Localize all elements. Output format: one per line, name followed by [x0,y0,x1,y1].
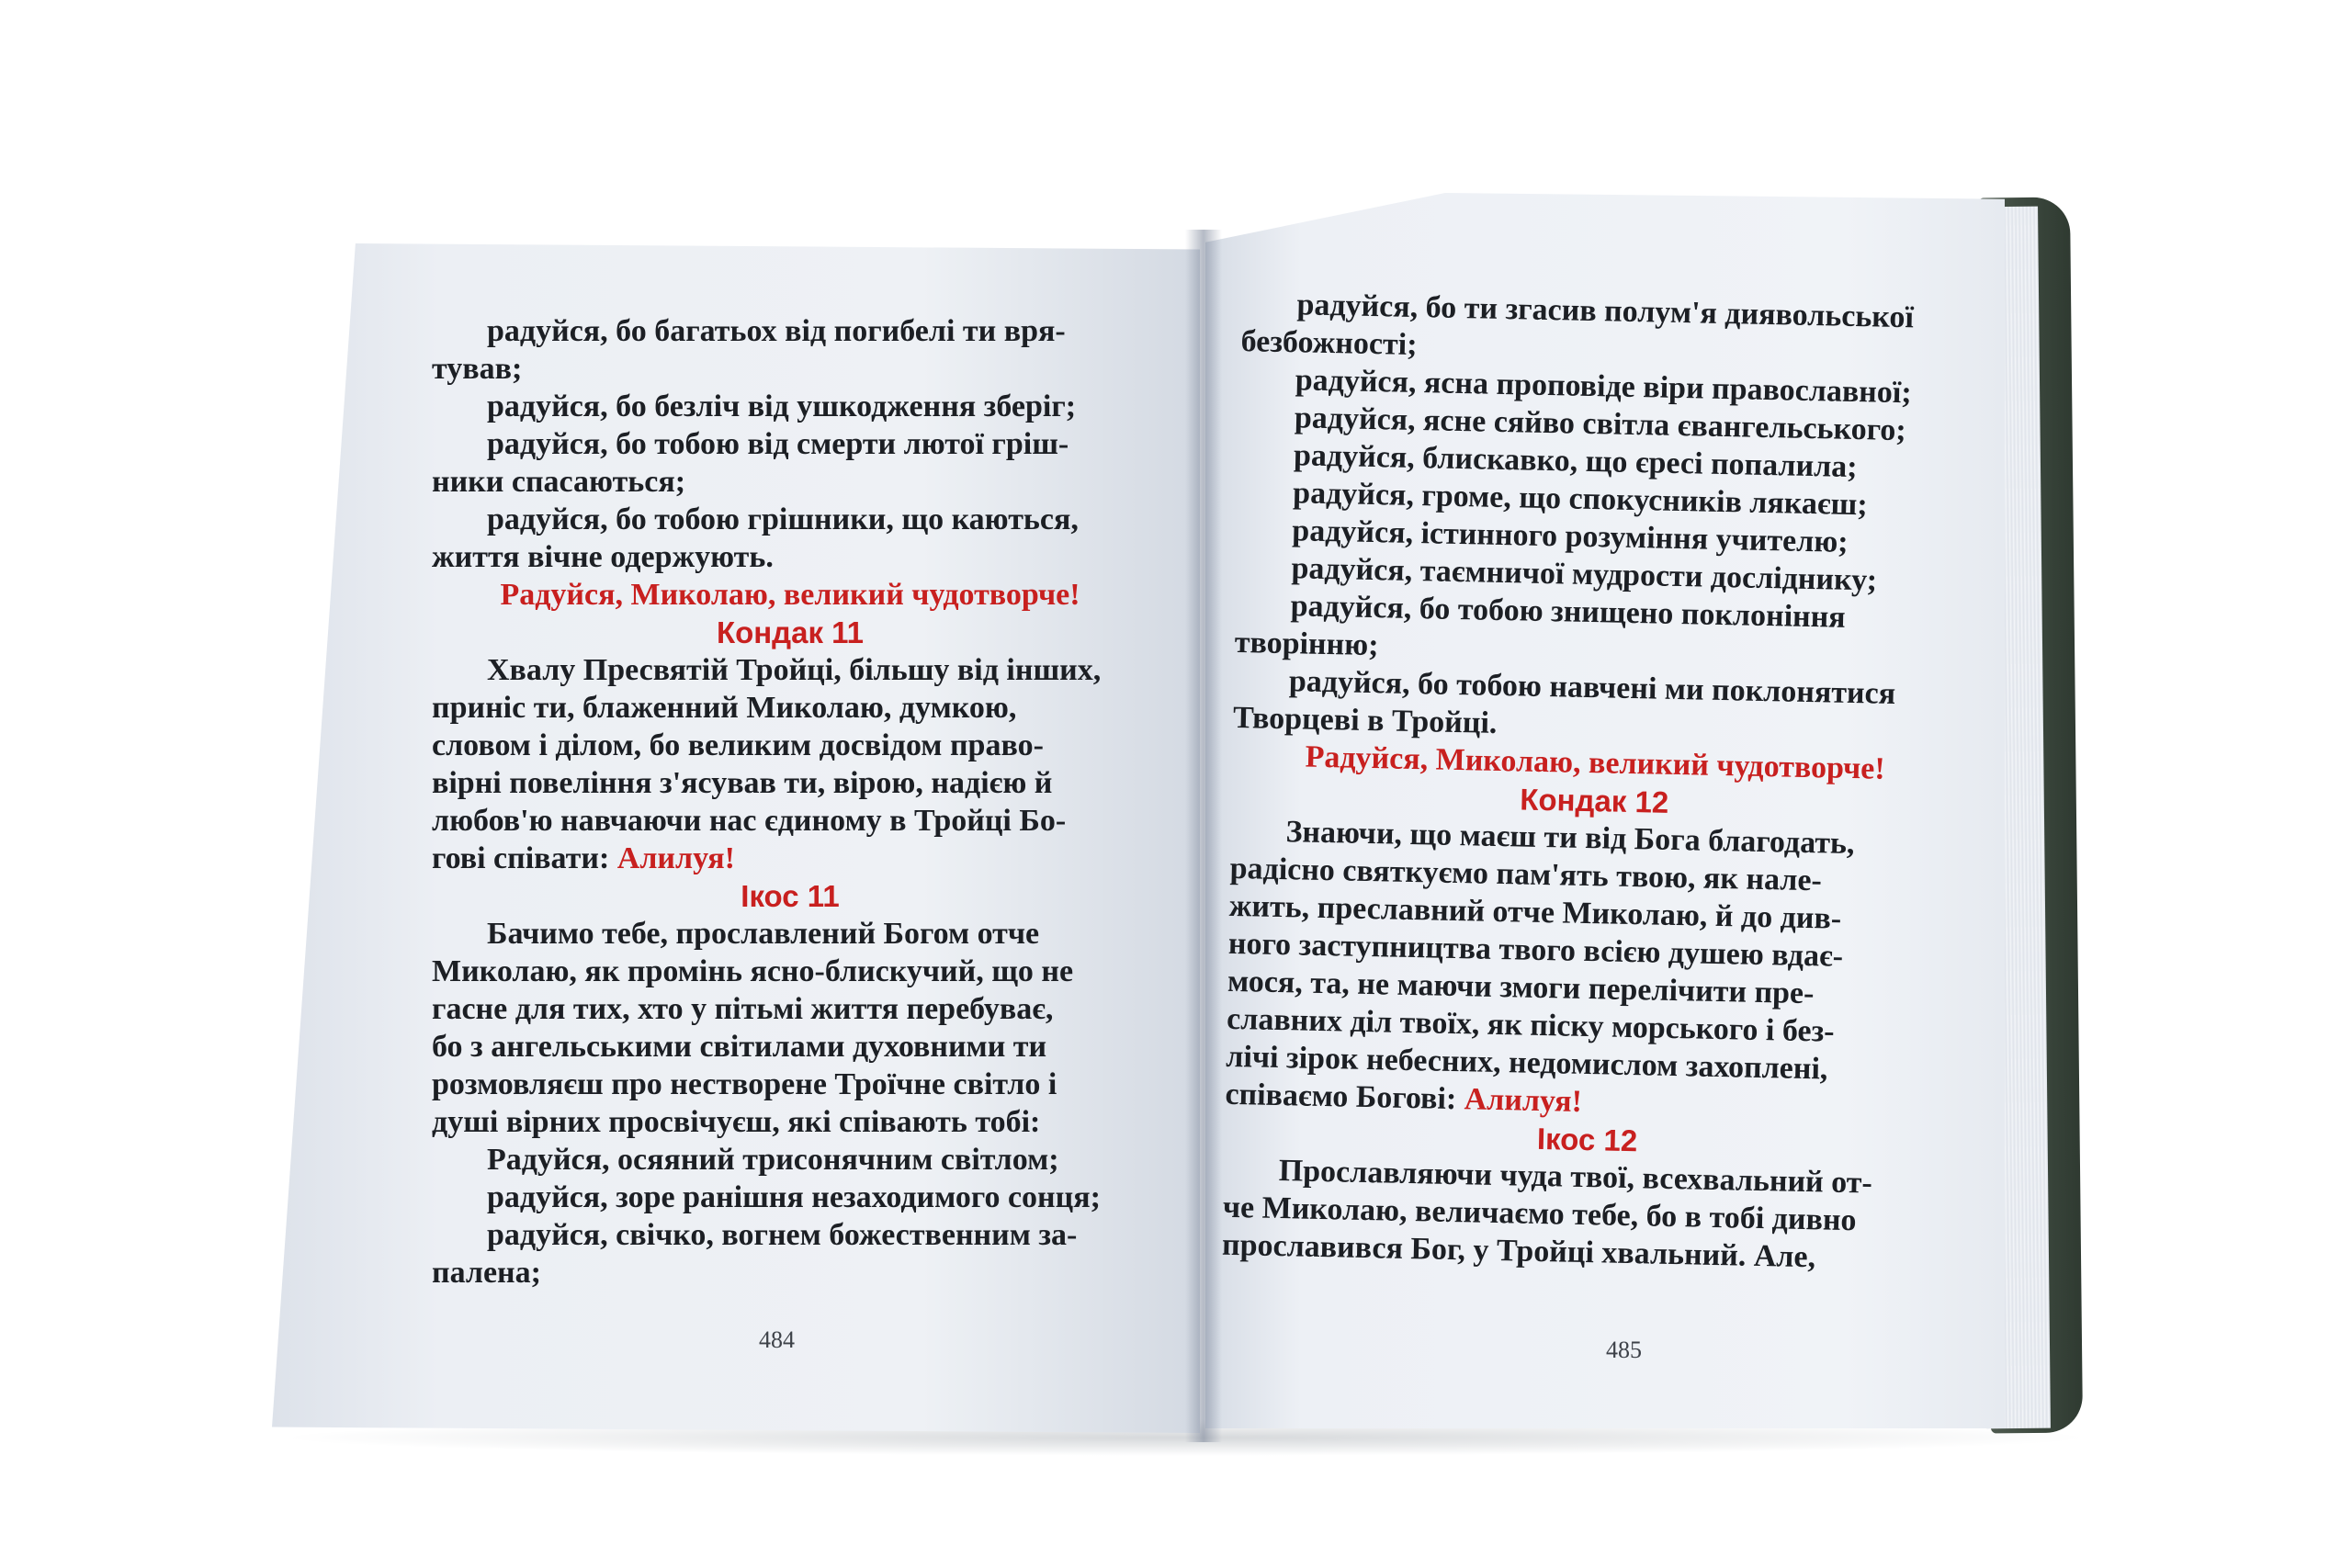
line-text: Прославляючи чуда твої, всехвальний от- [1278,1154,1873,1201]
line-text: палена; [432,1256,541,1290]
left-page-line [432,1141,1148,1179]
line-text: приніс ти, блаженний Миколаю, думкою, [432,691,1017,725]
line-text: Ікос 12 [1536,1121,1638,1158]
alleluia-text: Алилуя! [1464,1082,1583,1119]
line-text: творінню; [1234,625,1379,663]
line-text: радуйся, бо багатьох від погибелі ти вря- [487,314,1066,348]
line-text: Ікос 11 [741,879,840,913]
right-page-text [1222,285,1968,1279]
line-text: радуйся, ясна проповіде віри православної; [1295,363,1913,411]
left-page-number: 484 [759,1326,795,1353]
line-text: Хвалу Пресвятій Тройці, більшу від інших, [487,653,1102,687]
left-page-line [432,1066,1148,1103]
line-text: лічі зірок небесних, недомислом захоплені, [1226,1039,1828,1087]
line-text: Бачимо тебе, прославлений Богом отче [487,917,1040,951]
line-text: вірні повеління з'ясував ти, вірою, надією й [432,766,1053,800]
left-page-line [432,877,1148,915]
line-text: радуйся, бо безліч від ушкодження зберіг; [487,389,1077,423]
left-page-line [432,425,1148,463]
left-page-text [432,312,1148,1292]
left-page-line [432,576,1148,614]
line-text: Радуйся, осяяний трисонячним світлом; [487,1143,1059,1177]
line-text: радуйся, зоре ранішня незаходимого сонця; [487,1180,1101,1214]
line-text: радуйся, бо тобою грішники, що каються, [487,502,1079,536]
line-text: радісно святкуємо пам'ять твою, як нале- [1229,851,1823,898]
line-text: бо з ангельськими світилами духовними ти [432,1030,1047,1064]
left-page-line [432,1216,1148,1254]
left-page-line [432,1179,1148,1216]
left-page-line [432,350,1148,388]
line-text: ного заступництва твого всією душею вдає- [1227,926,1844,974]
left-page-line [432,1254,1148,1292]
left-page-line [432,463,1148,501]
line-text: радуйся, бо ти згасив полум'я диявольської [1296,288,1915,335]
line-text: Радуйся, Миколаю, великий чудотворче! [1305,739,1886,786]
line-text: словом і ділом, бо великим досвідом право- [432,728,1044,762]
line-text: радуйся, громе, що спокусників лякаєш; [1292,476,1869,523]
left-page-line [432,1028,1148,1066]
left-page-line [432,802,1148,840]
line-text: радуйся, бо тобою знищено поклоніння [1290,589,1847,635]
line-text: радуйся, ясне сяйво світла євангельського; [1294,400,1907,448]
left-page-line [432,614,1148,651]
line-text: че Миколаю, величаємо тебе, бо в тобі дивно [1222,1190,1857,1238]
line-text: Знаючи, що маєш ти від Бога благодать, [1285,815,1855,862]
line-text: радуйся, бо тобою від смерти лютої гріш- [487,427,1069,461]
left-page-line [432,840,1148,877]
left-page-line [432,651,1148,689]
line-text: гасне для тих, хто у пітьмі життя перебуває, [432,992,1054,1026]
left-page-line [432,1103,1148,1141]
right-page-number: 485 [1606,1337,1642,1363]
book-spine-gutter [1185,230,1222,1442]
left-page-line [432,501,1148,538]
line-text: радуйся, блискавко, що єресі попалила; [1293,438,1858,485]
line-text: безбожності; [1240,323,1418,362]
line-text: тував; [432,352,523,386]
line-text: прославився Бог, у Тройці хвальний. Але, [1221,1227,1816,1275]
line-text: радуйся, істинного розуміння учителю; [1292,513,1849,559]
line-text: мося, та, не маючи змоги перелічити пре- [1227,964,1815,1011]
line-text: Кондак 11 [716,615,865,649]
left-page-line [432,764,1148,802]
line-text: радуйся, свічко, вогнем божественним за- [487,1218,1078,1252]
left-page-line [432,388,1148,425]
line-text: співаємо Богові: [1225,1077,1457,1117]
line-text: ники спасаються; [432,465,686,499]
line-text: радуйся, бо тобою навчені ми поклонятися [1288,664,1896,711]
left-page-line [432,312,1148,350]
line-text: розмовляєш про нестворене Троїчне світло і [432,1067,1057,1101]
line-text: Кондак 12 [1519,782,1669,819]
left-page-line [432,538,1148,576]
line-text: славних діл твоїх, як піску морського і без- [1226,1001,1835,1049]
line-text: душі вірних просвічуєш, які співають тобі: [432,1105,1041,1139]
alleluia-text: Алилуя! [616,841,735,875]
left-page-line [432,689,1148,727]
line-text: Миколаю, як промінь ясно-блискучий, що не [432,954,1074,988]
line-text: гові співати: [432,841,610,875]
line-text: Радуйся, Миколаю, великий чудотворче! [500,578,1080,612]
line-text: любов'ю навчаючи нас єдиному в Тройці Бо- [432,804,1067,838]
left-page-line [432,915,1148,953]
line-text: життя вічне одержують. [432,540,774,574]
left-page-line [432,727,1148,764]
left-page-line [432,953,1148,990]
line-text: жить, преславний отче Миколаю, й до див- [1228,888,1842,936]
line-text: радуйся, таємничої мудрости досліднику; [1291,551,1878,598]
line-text: Творцеві в Тройці. [1232,700,1498,740]
left-page-line [432,990,1148,1028]
